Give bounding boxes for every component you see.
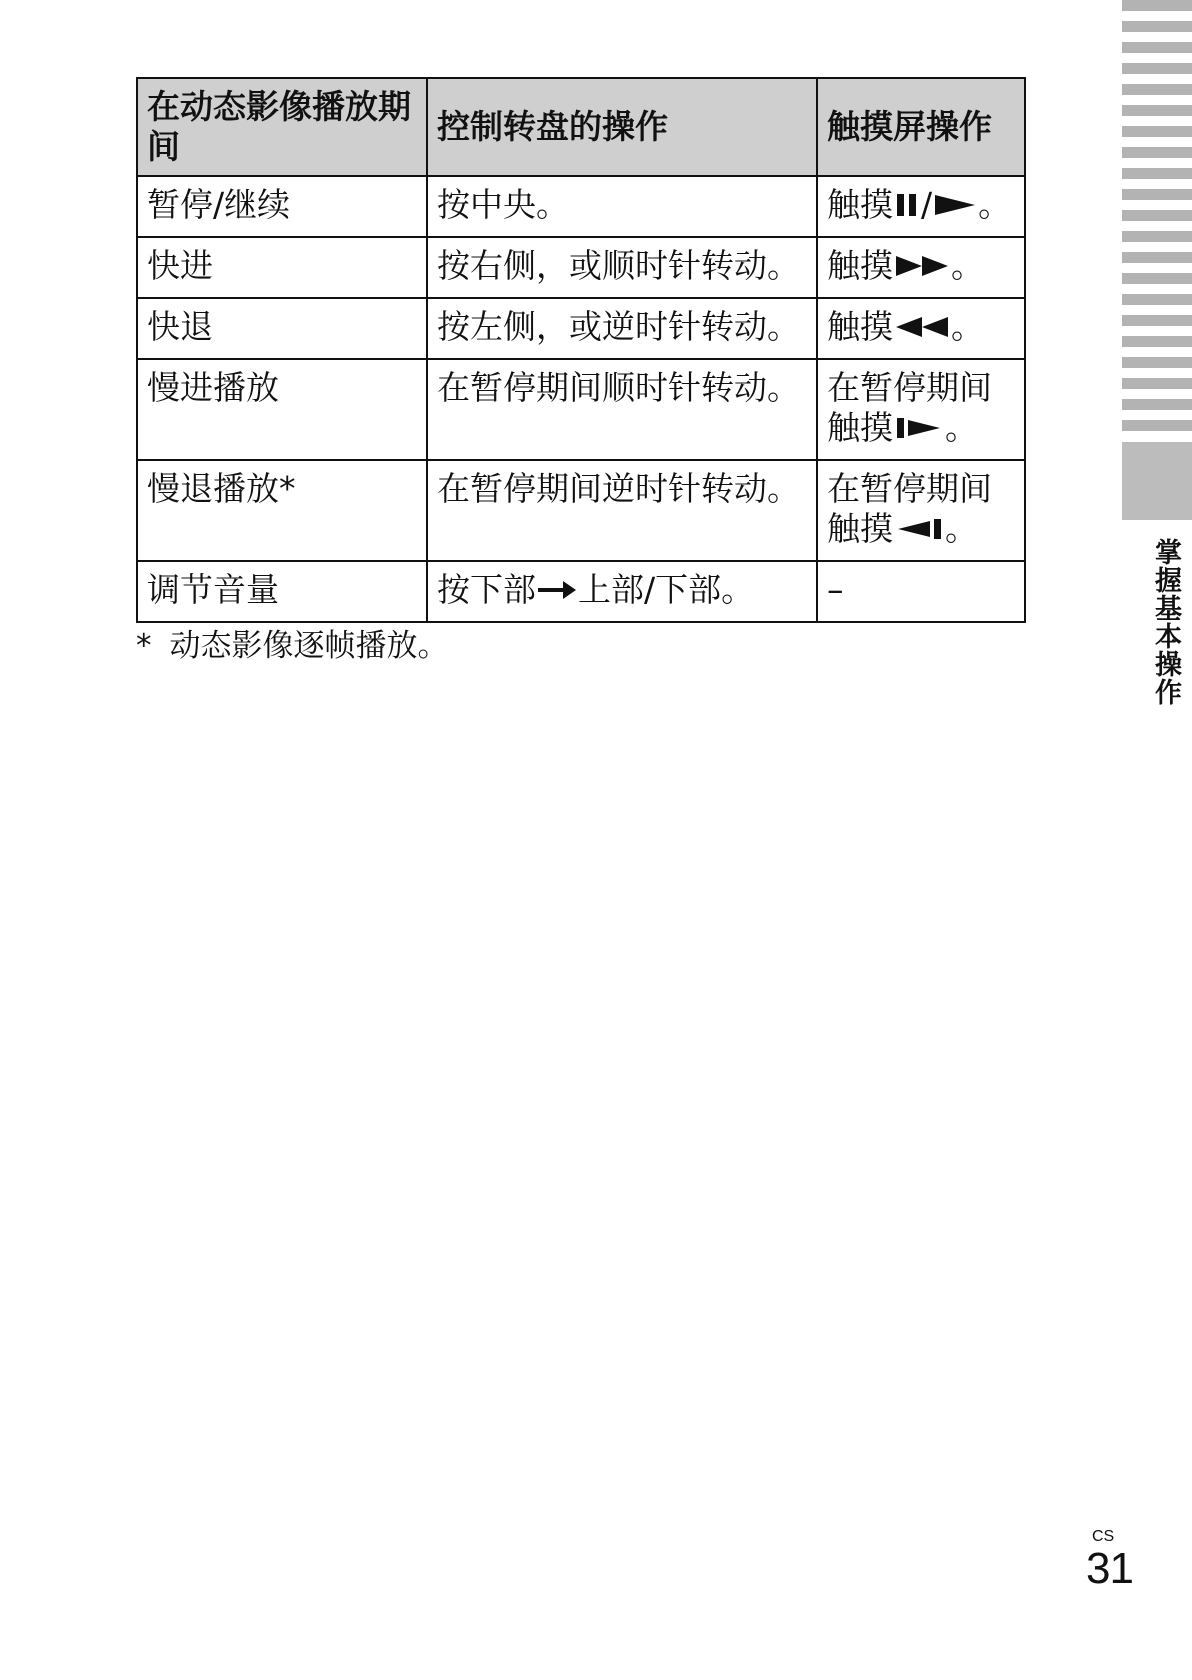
touch-suffix: 。 xyxy=(978,185,1012,224)
icon-separator: / xyxy=(921,185,933,224)
row-action-cell: 快退 xyxy=(137,298,427,359)
table-row xyxy=(137,176,1025,237)
touch-text: 触摸 xyxy=(827,185,893,224)
page-language-code: CS xyxy=(1092,1528,1115,1545)
row-dial-cell: 在暂停期间逆时针转动。 xyxy=(427,460,817,561)
touch-text: 在暂停期间 xyxy=(827,469,992,508)
touch-text-2: 触摸 xyxy=(827,509,893,548)
edge-section-block xyxy=(1122,442,1192,520)
touch-text-2: 触摸 xyxy=(827,408,893,447)
row-touch-cell: – xyxy=(817,561,1025,622)
table-row xyxy=(137,359,1025,460)
row-action-cell: 慢退播放* xyxy=(137,460,427,561)
dial-text-2: 上部/下部。 xyxy=(578,570,755,609)
fast-forward-icon xyxy=(894,252,950,280)
pause-icon xyxy=(894,191,920,219)
touch-suffix: 。 xyxy=(951,307,984,346)
row-action-cell: 慢进播放 xyxy=(137,359,427,460)
header-cell-dial: 控制转盘的操作 xyxy=(427,78,817,176)
row-touch-cell xyxy=(817,460,1025,561)
slow-forward-icon xyxy=(894,414,944,442)
touch-suffix: 。 xyxy=(945,509,978,548)
row-touch-cell xyxy=(817,359,1025,460)
row-touch-cell xyxy=(817,176,1025,237)
table-header-row xyxy=(137,78,1025,176)
row-dial-cell: 按右侧，或顺时针转动。 xyxy=(427,237,817,298)
dial-text: 按下部 xyxy=(437,570,536,609)
table-row xyxy=(137,237,1025,298)
section-label: 掌握基本操作 xyxy=(1150,538,1181,706)
row-touch-cell xyxy=(817,237,1025,298)
page-number: 31 xyxy=(1086,1544,1133,1593)
row-action-cell: 调节音量 xyxy=(137,561,427,622)
row-dial-cell xyxy=(427,561,817,622)
table-row xyxy=(137,460,1025,561)
touch-text: 触摸 xyxy=(827,246,893,285)
header-cell-playback: 在动态影像播放期间 xyxy=(137,78,427,176)
row-touch-cell xyxy=(817,298,1025,359)
row-dial-cell: 按左侧，或逆时针转动。 xyxy=(427,298,817,359)
touch-text: 在暂停期间 xyxy=(827,368,992,407)
footnote xyxy=(136,626,449,666)
arrow-right-icon xyxy=(537,576,577,604)
touch-suffix: 。 xyxy=(945,408,978,447)
row-dial-cell: 在暂停期间顺时针转动。 xyxy=(427,359,817,460)
row-action-cell: 快进 xyxy=(137,237,427,298)
playback-operations-table xyxy=(136,77,1026,623)
footnote-text: 动态影像逐帧播放。 xyxy=(169,628,449,664)
edge-stripe-tab xyxy=(1122,0,1192,440)
rewind-icon xyxy=(894,313,950,341)
row-action-cell: 暂停/继续 xyxy=(137,176,427,237)
footnote-marker: * xyxy=(136,628,152,664)
header-cell-touch: 触摸屏操作 xyxy=(817,78,1025,176)
table-row xyxy=(137,298,1025,359)
touch-suffix: 。 xyxy=(951,246,984,285)
table-row xyxy=(137,561,1025,622)
row-dial-cell: 按中央。 xyxy=(427,176,817,237)
play-icon xyxy=(933,191,977,219)
slow-rewind-icon xyxy=(894,515,944,543)
touch-text: 触摸 xyxy=(827,307,893,346)
